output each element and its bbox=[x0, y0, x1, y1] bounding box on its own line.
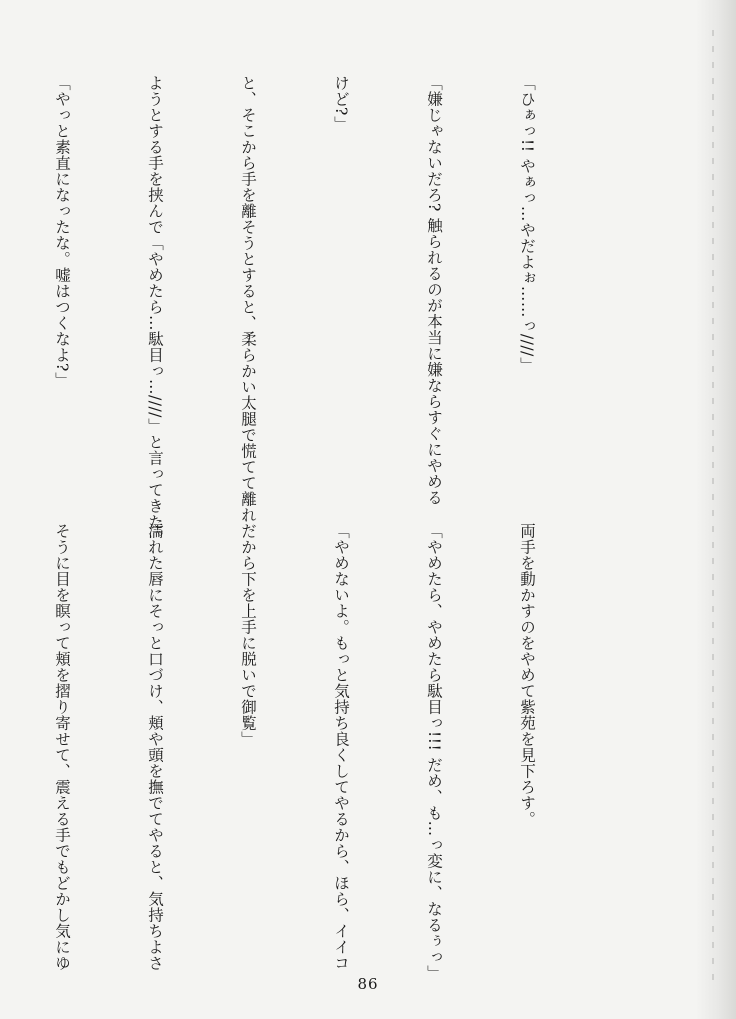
text-line: 両手を動かすのをやめて紫苑を見下ろす。 bbox=[518, 523, 536, 827]
text-line: 濡れた唇にそっと口づけ、頬や頭を撫でてやると、気持ちよさ bbox=[146, 523, 164, 971]
text-line: 「やめないよ。もっと気持ち良くしてやるから、ほら、イイコ bbox=[332, 523, 350, 971]
text-line: 「ひぁっ!! やぁっ…やだよぉ……っ////」 bbox=[518, 75, 536, 373]
page-edge-marks bbox=[712, 30, 714, 990]
page-edge-shadow bbox=[696, 0, 736, 1019]
text-line: 「やっと素直になったな。嘘はつくなよ?」 bbox=[53, 75, 71, 388]
text-line: と、そこから手を離そうとすると、柔らかい太腿で慌てて離れ bbox=[239, 75, 257, 523]
text-line: 「嫌じゃないだろ? 触られるのが本当に嫌ならすぐにやめる bbox=[425, 75, 443, 506]
text-line: だから下を上手に脱いで御覧」 bbox=[239, 523, 257, 747]
page-number: 86 bbox=[357, 975, 379, 993]
text-block-top bbox=[0, 75, 604, 546]
text-line: 「やめたら、やめたら駄目っ!!! だめ、も…っ変に、なるぅっ」 bbox=[425, 523, 443, 981]
text-line: けど?」 bbox=[332, 75, 350, 132]
text-block-bottom bbox=[0, 523, 604, 981]
text-line: そうに目を瞑って頬を摺り寄せて、震える手でもどかし気にゆ bbox=[53, 523, 71, 971]
text-line: ようとする手を挟んで「やめたら…駄目っ…////」と言ってきた。 bbox=[146, 75, 164, 546]
